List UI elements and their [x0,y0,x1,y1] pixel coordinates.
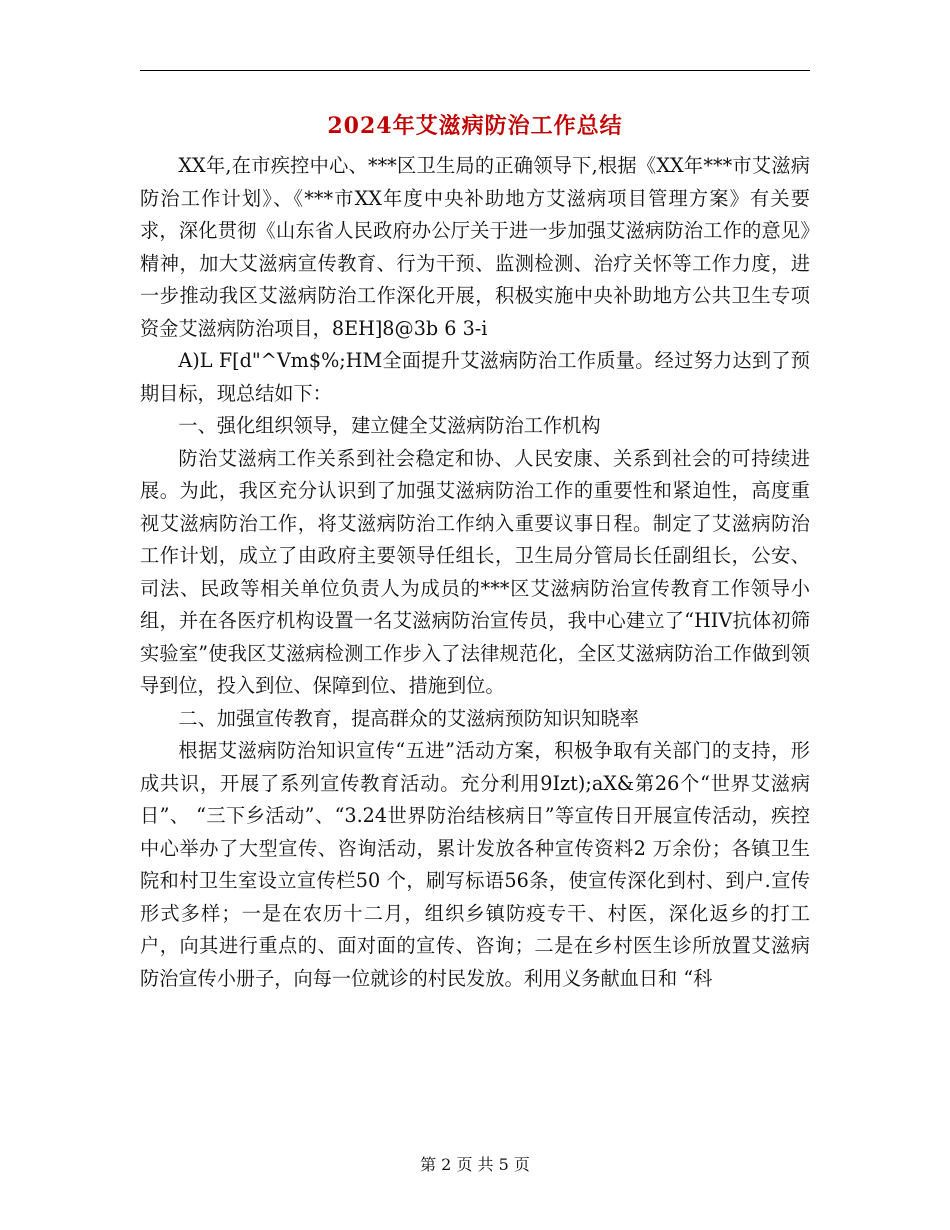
intro-continuation-paragraph: A)L F[d"^Vm$%;HM全面提升艾滋病防治工作质量。经过努力达到了预期目标，现总结如下： [140,349,810,405]
page-number-footer: 第 2 页 共 5 页 [420,1155,530,1174]
header-rule [140,70,810,71]
section-2-paragraph: 根据艾滋病防治知识宣传“五进”活动方案，积极争取有关部门的支持，形成共识，开展了系列宣传教育活动。充分利用9Izt);aX&第26个“世界艾滋病日”、 “三下乡活动”、“3.24世界防治结核病日”等宣传日开展宣传活动，疾控中心举办了大型宣传、咨询活动，累计发放各种宣传资料2 万余份；各镇卫生院和村卫生室设立宣传栏50 个，刷写标语56条，使宣传深化到村、到户.宣传形式多样；一是在农历十二月，组织乡镇防疫专干、村医，深化返乡的打工户，向其进行重点的、面对面的宣传、咨询；二是在乡村医生诊所放置艾滋病防治宣传小册子，向每一位就诊的村民发放。利用义务献血日和 “科 [140,739,810,990]
section-heading-1: 一、强化组织领导，建立健全艾滋病防治工作机构 [178,414,601,437]
section-1-paragraph: 防治艾滋病工作关系到社会稳定和协、人民安康、关系到社会的可持续进展。为此，我区充分认识到了加强艾滋病防治工作的重要性和紧迫性，高度重视艾滋病防治工作，将艾滋病防治工作纳入重要议事日程。制定了艾滋病防治工作计划，成立了由政府主要领导任组长，卫生局分管局长任副组长，公安、司法、民政等相关单位负责人为成员的***区艾滋病防治宣传教育工作领导小组，并在各医疗机构设置一名艾滋病防治宣传员，我中心建立了“HIV抗体初筛实验室”使我区艾滋病检测工作步入了法律规范化，全区艾滋病防治工作做到领导到位，投入到位、保障到位、措施到位。 [140,446,810,697]
section-heading-2: 二、加强宣传教育，提高群众的艾滋病预防知识知晓率 [178,706,639,730]
intro-paragraph: XX年,在市疾控中心、***区卫生局的正确领导下,根据《XX年***市艾滋病防治工作计划》、《***市XX年度中央补助地方艾滋病项目管理方案》有关要求，深化贯彻《山东省人民政府办公厅关于进一步加强艾滋病防治工作的意见》精神，加大艾滋病宣传教育、行为干预、监测检测、治疗关怀等工作力度，进一步推动我区艾滋病防治工作深化开展，积极实施中央补助地方公共卫生专项资金艾滋病防治项目，8EH]8@3b 6 3-i [140,154,810,340]
document-body [140,150,810,995]
document-title: 2024年艾滋病防治工作总结 [327,113,623,139]
